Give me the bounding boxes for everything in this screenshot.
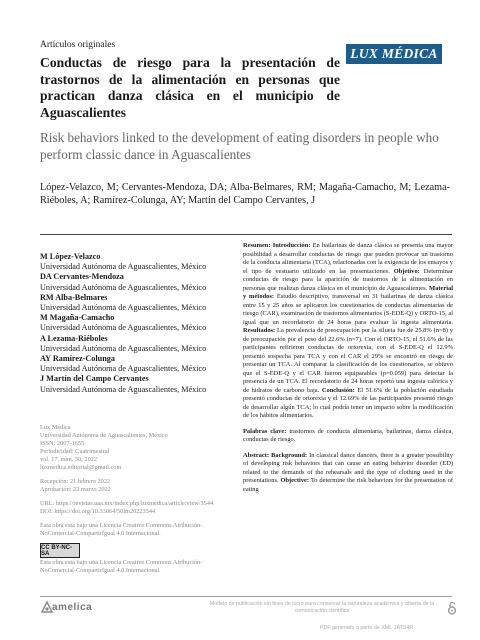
editorial-email-link[interactable]: luxmedica.editorial@gmail.com [40,464,122,471]
affiliation-item [40,374,240,394]
affiliation-institution: Universidad Autónoma de Aguascalientes, México [40,364,207,374]
affiliation-item [40,334,240,354]
author-list: López-Velazco, M; Cervantes-Mendoza, DA; Alba-Belmares, RM; Magaña-Camacho, M; Lezama-Riéboles, A; Ramírez-Colunga, AY; Martín del Campo Cervantes, J [40,182,450,206]
affiliation-author: J Martín del Campo Cervantes [40,374,149,384]
received-date: Recepción: 21 febrero 2022 [40,478,111,485]
affiliation-item [40,313,240,333]
abstract-es: Resumen: Introducción: En bailarinas de danza clásica se presenta una mayor posibilidad a desarrollar conductas de riesgo que pueden provocar un trastorno de la conducta alimentaria (TCA), relacionadas con la exigencia de los ensayos y el tipo de vestuario utilizado en las presentaciones. Objetivo: Determinar conductas de riesgo para la aparición de trastornos de la alimentación en personas que realizan danza clásica en el municipio de Aguascalientes. Material y métodos: Estudio descriptivo, transversal en 31 bailarinas de danza clásica entre 15 y 25 años se aplicaron los cuestionarios de conductas alimentarias de riesgo (CAR), examinación de trastornos alimentarios (S-EDE-Q) y ORTO-15, al igual que un recordatorio de 24 horas para evaluar la ingesta alimentaria. Resultados: La prevalencia de preocupación por la silueta fue de 25.8% (n=8) y de preocupación por el peso del 22.6% (n=7). Con el ORTO-15, el 51.6% de las participantes refirieron conductas de ortorexia, con el S-EDE-Q el 12.9% presentó sospecha para TCA y con el CAR el 29% se encontró en riesgo de presentar un TCA. Al comparar la clasificación de los cuestionarios, se obtuvo que el S-EDE-Q y el CAR fueron equiparables (p=0.059) para detectar la presencia de un TCA. El recordatorio de 24 horas reportó una ingesta calórica y de hidratos de carbono baja. Conclusión: El 51.6% de la población estudiada presentó conductas de ortorexia y el 12.69% de las participantes presentó riesgo de desarrollar algún TCA; lo cual podría tener un impacto sobre la modificación de los hábitos alimentarios. [243,242,454,419]
affiliation-author: A Lezama-Riéboles [40,333,108,343]
cc-license-badge[interactable]: CC BY-NC-SA [40,543,80,558]
journal-name: Lux Médica [40,424,71,431]
affiliation-institution: Universidad Autónoma de Aguascalientes, México [40,262,207,272]
footer-text: Modelo de publicación sin fines de lucro para conservar la naturaleza académica y abierta de la comunicación científica [209,601,435,614]
affiliation-author: M Magaña-Camacho [40,313,115,323]
affiliation-author: DA Cervantes-Mendoza [40,272,124,282]
affiliation-author: AY Ramírez-Colunga [40,354,115,364]
affiliations [40,252,240,395]
article-url-link[interactable]: URL: https://revistas.uaa.mx/index.php/luxmedica/article/view/3544 [40,500,214,507]
footer-divider [40,596,452,597]
affiliation-author: M López-Velazco [40,252,101,261]
article-title-en: Risk behaviors linked to the development of eating disorders in people who perform classic dance in Aguascalientes [40,130,439,162]
approved-date: Aprobación: 22 marzo 2022 [40,486,111,493]
periodicity: Periodicidad: Cuatrimestral [40,448,110,455]
doi-link[interactable]: DOI: https://doi.org/10.33064/50lm20223544 [40,508,156,515]
article-metadata [40,424,230,538]
keywords-es: Palabras clave: trastornos de conducta alimentaria, bailarinas, danza clásica, conductas de riesgo. [243,427,454,443]
license-text[interactable]: Esta obra está bajo una Licencia Creative Commons Atribución-NoComercial-CompartirIgual 4.0 Internacional. [40,522,203,537]
affiliation-institution: Universidad Autónoma de Aguascalientes, México [40,384,207,394]
open-access-icon [447,601,457,615]
affiliation-item [40,354,240,374]
journal-logo: LUX MÉDICA [346,44,442,64]
affiliation-author: RM Alba-Belmares [40,292,108,302]
affiliation-institution: Universidad Autónoma de Aguascalientes, México [40,282,207,292]
issn: ISSN: 2007-1655 [40,440,85,447]
abstract-en: Abstract: Background: In classical dance dancers, there is a greater possibility of developing risk behaviors that can cause an eating behavior disorder (ED) related to the demands of the rehearsals and the type of clothing used in the presentations. Objective: To determine the risk behaviors for the presentation of eating [243,451,454,493]
abstract-column [243,242,453,501]
amelica-brand: amelica [52,602,93,613]
publisher: Universidad Autónoma de Aguascalientes, México [40,432,168,439]
section-label: Artículos originales [40,40,116,50]
affiliation-item [40,293,240,313]
article-title-es: Conductas de riesgo para la presentación de trastornos de la alimentación en personas que practican danza clásica en el municipio de Aguascalientes [40,55,340,120]
affiliation-institution: Universidad Autónoma de Aguascalientes, México [40,303,207,313]
affiliation-institution: Universidad Autónoma de Aguascalientes, México [40,343,207,353]
license-text-secondary[interactable]: Esta obra está bajo una Licencia Creative Commons Atribución-NoComercial-CompartirIgual 4.0 Internacional. [40,559,203,574]
affiliation-institution: Universidad Autónoma de Aguascalientes, México [40,323,207,333]
volume: vol. 17, núm. 50, 2022 [40,456,98,463]
pdf-generation-note: PDF generado a partir de XML-JATS4R [320,625,414,631]
header-divider [40,234,452,235]
affiliation-item [40,252,240,272]
affiliation-item [40,272,240,292]
